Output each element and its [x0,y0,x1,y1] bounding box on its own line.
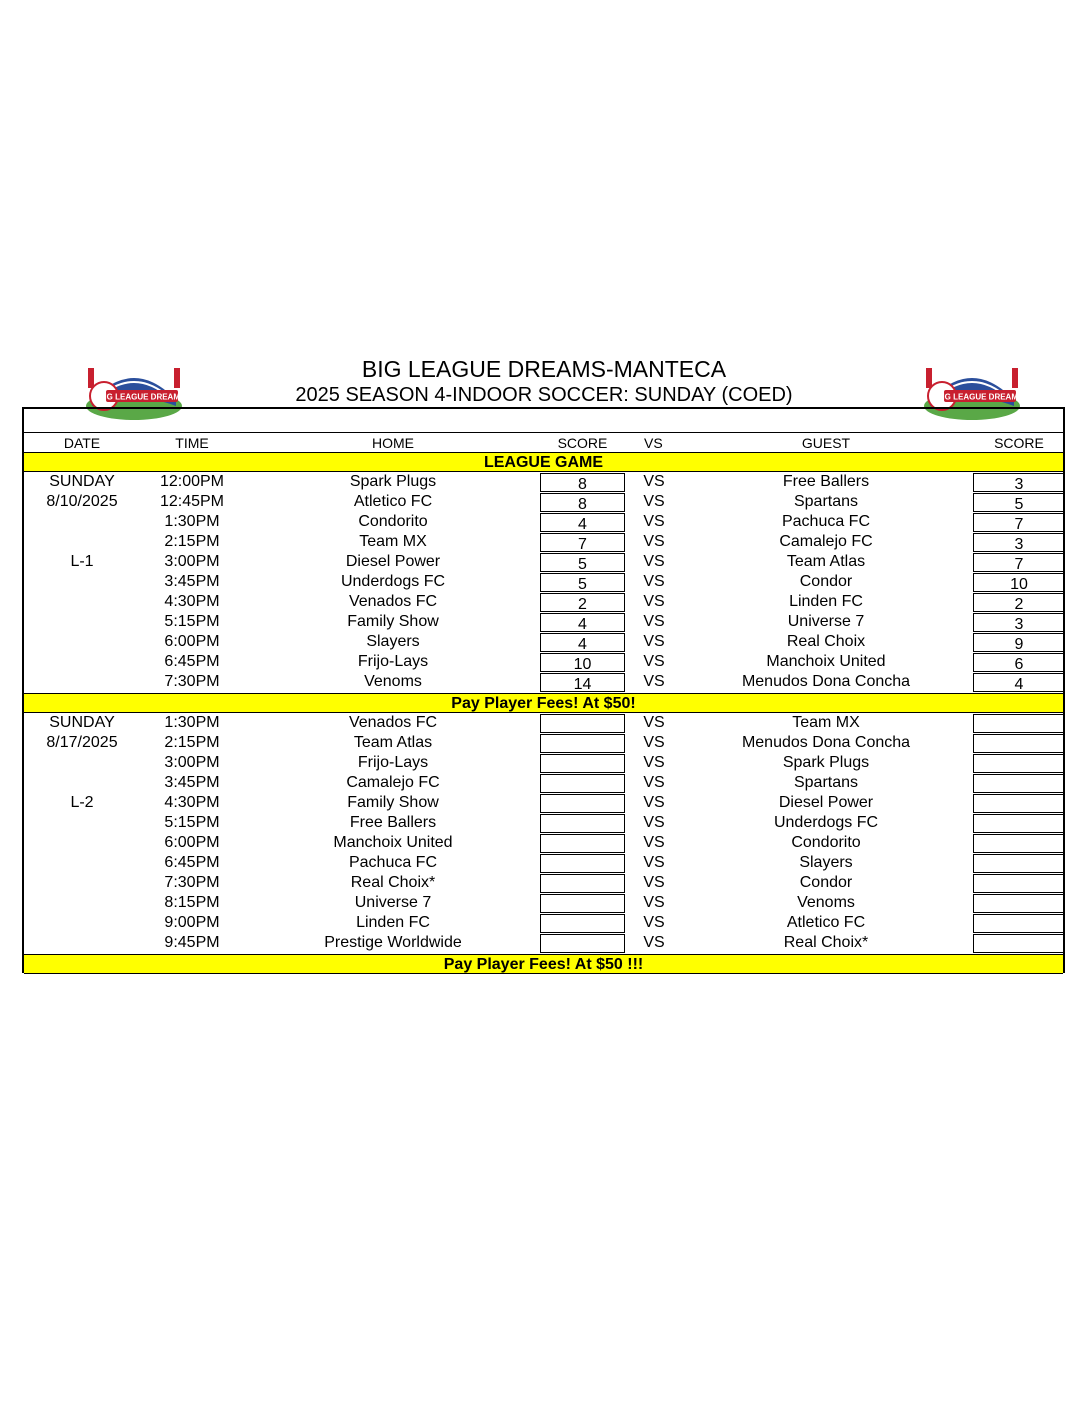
guest-team: Universe 7 [787,613,865,630]
vs-label: VS [643,714,665,731]
guest-score-box: 10 [973,573,1065,592]
home-team: Family Show [347,613,439,630]
fees-banner-2: Pay Player Fees! At $50 !!! [24,954,1063,974]
home-score-box [540,794,625,813]
vs-label: VS [643,493,665,510]
svg-text:BIG LEAGUE DREAMS: BIG LEAGUE DREAMS [936,392,1024,402]
home-score-box: 14 [540,673,625,692]
vs-label: VS [643,473,665,490]
home-score-box: 2 [540,593,625,612]
guest-score-box: 4 [973,673,1065,692]
vs-label: VS [643,834,665,851]
vs-label: VS [643,914,665,931]
time-cell: 7:30PM [164,874,220,891]
home-score-box: 4 [540,633,625,652]
vs-label: VS [643,934,665,951]
guest-team: Team Atlas [786,553,866,570]
home-score-box [540,914,625,933]
guest-score-box [973,814,1065,833]
home-score-box: 10 [540,653,625,672]
guest-score-box [973,714,1065,733]
vs-label: VS [643,894,665,911]
game-row [24,492,1063,512]
home-team: Venados FC [348,714,438,731]
home-team: Atletico FC [353,493,433,510]
home-team: Frijo-Lays [357,754,429,771]
home-team: Venados FC [348,593,438,610]
blank-bar [24,409,1063,433]
home-score-box [540,834,625,853]
game-row [24,873,1063,893]
home-score-box [540,874,625,893]
home-team: Free Ballers [349,814,437,831]
home-score-box: 4 [540,613,625,632]
home-score-box: 8 [540,473,625,492]
home-score-box [540,854,625,873]
time-cell: 3:45PM [164,573,220,590]
game-row [24,853,1063,873]
guest-team: Real Choix* [783,934,869,951]
home-score-box: 5 [540,553,625,572]
time-cell: 9:45PM [164,934,220,951]
guest-team: Spartans [793,774,859,791]
vs-label: VS [643,633,665,650]
home-team: Underdogs FC [340,573,446,590]
guest-team: Spartans [793,493,859,510]
col-date: DATE [63,435,101,451]
game-row [24,532,1063,552]
vs-label: VS [643,613,665,630]
vs-label: VS [643,874,665,891]
game-row [24,472,1063,492]
game-row [24,632,1063,652]
vs-label: VS [643,573,665,590]
guest-score-box: 9 [973,633,1065,652]
guest-score-box: 3 [973,533,1065,552]
home-score-box: 5 [540,573,625,592]
guest-score-box: 3 [973,613,1065,632]
date-cell: SUNDAY [49,714,115,731]
time-cell: 1:30PM [164,714,220,731]
time-cell: 7:30PM [164,673,220,690]
vs-label: VS [643,814,665,831]
col-guest-score: SCORE [994,435,1044,451]
date-cell: L-2 [70,794,94,811]
vs-label: VS [643,513,665,530]
guest-score-box [973,894,1065,913]
guest-team: Diesel Power [778,794,874,811]
guest-score-box: 2 [973,593,1065,612]
home-team: Spark Plugs [349,473,437,490]
guest-score-box: 7 [973,553,1065,572]
game-row [24,672,1063,692]
home-team: Real Choix* [350,874,436,891]
home-team: Linden FC [356,914,430,931]
col-home: HOME [372,435,414,451]
fees-banner-1: Pay Player Fees! At $50! [24,693,1063,713]
game-row [24,933,1063,953]
time-cell: 9:00PM [164,914,220,931]
col-vs: VS [644,435,663,451]
game-row [24,512,1063,532]
col-guest: GUEST [801,435,851,451]
home-team: Manchoix United [333,834,453,851]
time-cell: 5:15PM [164,814,220,831]
guest-team: Pachuca FC [781,513,871,530]
home-team: Team MX [359,533,427,550]
vs-label: VS [643,734,665,751]
game-row [24,753,1063,773]
guest-team: Manchoix United [766,653,886,670]
home-team: Diesel Power [345,553,441,570]
home-score-box [540,814,625,833]
game-row [24,793,1063,813]
col-time: TIME [175,435,209,451]
game-row [24,773,1063,793]
home-score-box [540,774,625,793]
time-cell: 12:00PM [159,473,225,490]
time-cell: 8:15PM [164,894,220,911]
home-score-box [540,754,625,773]
guest-team: Atletico FC [786,914,866,931]
time-cell: 2:15PM [164,734,220,751]
game-row [24,552,1063,572]
time-cell: 5:15PM [164,613,220,630]
guest-score-box [973,774,1065,793]
vs-label: VS [643,854,665,871]
date-cell: 8/10/2025 [46,493,118,510]
game-row [24,893,1063,913]
guest-score-box [973,934,1065,953]
vs-label: VS [643,593,665,610]
guest-team: Team MX [792,714,860,731]
time-cell: 2:15PM [164,533,220,550]
time-cell: 6:45PM [164,854,220,871]
page-subtitle: 2025 SEASON 4-INDOOR SOCCER: SUNDAY (COED) [295,384,793,406]
home-team: Prestige Worldwide [324,934,462,951]
guest-score-box [973,834,1065,853]
time-cell: 3:00PM [164,754,220,771]
guest-team: Linden FC [789,593,863,610]
home-team: Universe 7 [354,894,432,911]
home-score-box: 8 [540,493,625,512]
home-team: Frijo-Lays [357,653,429,670]
vs-label: VS [643,774,665,791]
time-cell: 4:30PM [164,593,220,610]
date-cell: L-1 [70,553,94,570]
home-team: Pachuca FC [348,854,438,871]
svg-text:BIG LEAGUE DREAMS: BIG LEAGUE DREAMS [98,392,186,402]
guest-score-box: 6 [973,653,1065,672]
home-team: Condorito [358,513,428,530]
column-header-row [24,433,1063,453]
game-row [24,913,1063,933]
game-row [24,713,1063,733]
home-score-box: 7 [540,533,625,552]
time-cell: 6:00PM [164,633,220,650]
date-cell: 8/17/2025 [46,734,118,751]
guest-score-box [973,914,1065,933]
game-row [24,652,1063,672]
time-cell: 1:30PM [164,513,220,530]
game-row [24,733,1063,753]
vs-label: VS [643,794,665,811]
date-cell: SUNDAY [49,473,115,490]
page-title: BIG LEAGUE DREAMS-MANTECA [361,356,727,382]
guest-score-box [973,854,1065,873]
guest-team: Condor [799,573,853,590]
game-row [24,813,1063,833]
guest-score-box [973,754,1065,773]
guest-team: Condor [799,874,853,891]
game-row [24,612,1063,632]
guest-team: Menudos Dona Concha [741,673,911,690]
home-score-box [540,714,625,733]
game-row [24,833,1063,853]
game-row [24,592,1063,612]
time-cell: 3:45PM [164,774,220,791]
guest-team: Real Choix [786,633,866,650]
time-cell: 3:00PM [164,553,220,570]
guest-score-box: 3 [973,473,1065,492]
home-score-box [540,894,625,913]
home-team: Venoms [364,673,422,690]
league-game-banner: LEAGUE GAME [24,452,1063,472]
home-team: Family Show [347,794,439,811]
guest-team: Underdogs FC [773,814,879,831]
guest-score-box: 5 [973,493,1065,512]
guest-team: Slayers [799,854,853,871]
guest-score-box [973,874,1065,893]
guest-score-box: 7 [973,513,1065,532]
guest-team: Venoms [797,894,855,911]
time-cell: 6:45PM [164,653,220,670]
home-team: Team Atlas [353,734,433,751]
guest-score-box [973,794,1065,813]
time-cell: 6:00PM [164,834,220,851]
vs-label: VS [643,653,665,670]
time-cell: 12:45PM [159,493,225,510]
guest-team: Spark Plugs [782,754,870,771]
guest-team: Menudos Dona Concha [741,734,911,751]
home-team: Camalejo FC [346,774,440,791]
time-cell: 4:30PM [164,794,220,811]
home-team: Slayers [366,633,420,650]
guest-team: Free Ballers [782,473,870,490]
guest-team: Camalejo FC [779,533,873,550]
home-score-box [540,934,625,953]
vs-label: VS [643,553,665,570]
guest-score-box [973,734,1065,753]
game-row [24,572,1063,592]
home-score-box [540,734,625,753]
vs-label: VS [643,673,665,690]
schedule-table [22,407,1065,973]
guest-team: Condorito [791,834,861,851]
vs-label: VS [643,754,665,771]
home-score-box: 4 [540,513,625,532]
vs-label: VS [643,533,665,550]
col-home-score: SCORE [557,435,608,451]
